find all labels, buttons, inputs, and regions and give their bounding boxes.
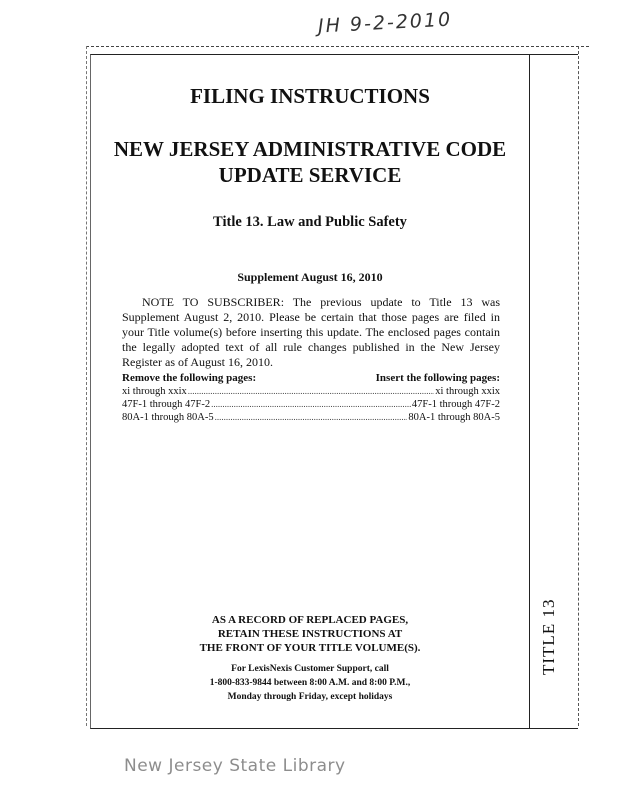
list-item xyxy=(122,385,500,398)
support-line2: 1-800-833-9844 between 8:00 A.M. and 8:00 P.M., xyxy=(209,678,411,688)
code-heading-line1: NEW JERSEY ADMINISTRATIVE CODE xyxy=(113,137,507,161)
title-tab-label: TITLE 13 xyxy=(539,598,558,675)
customer-support xyxy=(90,662,530,704)
pages-list xyxy=(122,385,500,424)
list-item xyxy=(122,411,500,424)
support-line3: Monday through Friday, except holidays xyxy=(227,692,393,702)
supplement-date: Supplement August 16, 2010 xyxy=(237,270,383,284)
remove-range: 47F-1 through 47F-2 xyxy=(122,399,211,410)
page-title: FILING INSTRUCTIONS xyxy=(190,84,430,108)
code-heading-line2: UPDATE SERVICE xyxy=(218,163,402,187)
retain-line2: RETAIN THESE INSTRUCTIONS AT xyxy=(217,628,403,640)
dot-leader xyxy=(215,411,408,424)
insert-pages-header: Insert the following pages: xyxy=(375,372,500,384)
subscriber-note: NOTE TO SUBSCRIBER: The previous update to Title 13 was Supplement August 2, 2010. Please be certain that those pages are filed in your Title volume(s) before inserting this update. The enclosed pages contain the legally adopted text of all rule changes published in the New Jersey Register as of August 16, 2010. xyxy=(122,295,500,369)
dot-leader xyxy=(211,398,411,411)
insert-range: 47F-1 through 47F-2 xyxy=(411,399,500,410)
support-line1: For LexisNexis Customer Support, call xyxy=(231,664,389,674)
sheet-top-edge xyxy=(86,46,589,47)
retain-line3: THE FRONT OF YOUR TITLE VOLUME(S). xyxy=(199,642,421,654)
pages-header xyxy=(122,372,500,384)
sheet-right-edge xyxy=(578,46,579,726)
insert-range: xi through xxix xyxy=(435,386,500,397)
retain-instructions xyxy=(90,613,530,655)
library-watermark: New Jersey State Library xyxy=(124,756,346,776)
handwritten-note: JH 9-2-2010 xyxy=(317,8,453,38)
sheet-left-edge xyxy=(86,46,87,726)
code-heading xyxy=(90,136,530,188)
remove-range: xi through xxix xyxy=(122,386,187,397)
remove-pages-header: Remove the following pages: xyxy=(122,372,257,384)
insert-range: 80A-1 through 80A-5 xyxy=(408,412,500,423)
retain-line1: AS A RECORD OF REPLACED PAGES, xyxy=(211,614,409,626)
dot-leader xyxy=(188,385,435,398)
title-subtitle: Title 13. Law and Public Safety xyxy=(213,214,407,230)
list-item xyxy=(122,398,500,411)
remove-range: 80A-1 through 80A-5 xyxy=(122,412,214,423)
